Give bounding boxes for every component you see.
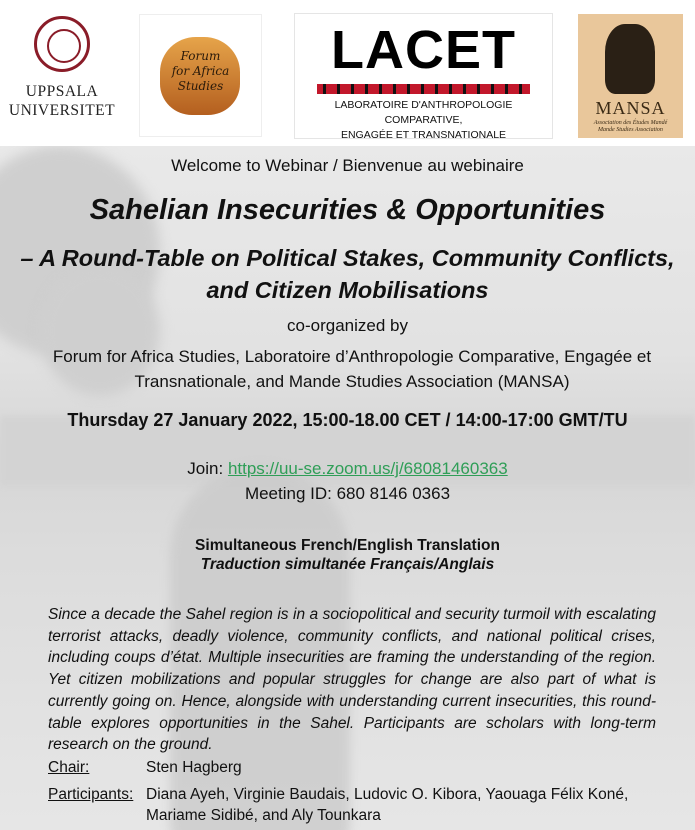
co-organized-label: co-organized by (287, 316, 408, 335)
chair-name: Sten Hagberg (146, 759, 242, 776)
mansa-acronym: MANSA (595, 98, 666, 118)
join-line (0, 459, 695, 479)
welcome-line: Welcome to Webinar / Bienvenue au webinaire (171, 156, 524, 175)
forum-africa-studies-logo (140, 15, 261, 136)
mande-figure-icon (605, 24, 655, 94)
translation-english: Simultaneous French/English Translation (195, 537, 500, 554)
lacet-acronym: LACET (331, 20, 516, 80)
translation-french: Traduction simultanée Français/Anglais (200, 556, 495, 573)
chair-row (48, 757, 668, 779)
participants-row (48, 784, 668, 828)
chair-label: Chair: (48, 759, 90, 776)
meeting-id: Meeting ID: 680 8146 0363 (244, 484, 451, 503)
participants-names: Diana Ayeh, Virginie Baudais, Ludovic O. Kibora, Yaouaga Félix Koné, Mariame Sidibé, and Aly Tounkara (146, 786, 629, 824)
logo-row (0, 0, 695, 146)
organizers-list: Forum for Africa Studies, Laboratoire d’Anthropologie Comparative, Engagée et Transnationale, and Mande Studies Association (MANSA) (52, 347, 652, 391)
abstract-text: Since a decade the Sahel region is in a sociopolitical and security turmoil with escalating terrorist attacks, deadly violence, community conflicts, and national political crises, including coups d’état. Multiple insecurities are framing the understanding of the region. Yet citizen mobilizations and popular struggles for change are also part of what is currently going on. Hence, alongside with understanding current insecurities, this round-table explores opportunities in the Sahel. Participants are scholars with long-term research on the ground. (48, 606, 656, 754)
university-seal-icon (34, 16, 90, 72)
uppsala-logo-text: UPPSALA UNIVERSITET (8, 83, 116, 119)
participants-label: Participants: (48, 786, 134, 803)
event-date-time: Thursday 27 January 2022, 15:00-18.00 CET / 14:00-17:00 GMT/TU (67, 410, 628, 430)
lacet-logo (295, 14, 552, 141)
mansa-logo (578, 14, 683, 138)
uppsala-university-logo (8, 16, 116, 126)
join-label: Join: (187, 459, 228, 478)
lacet-full-name: LABORATOIRE D'ANTHROPOLOGIE COMPARATIVE, ENGAGÉE ET TRANSNATIONALE (334, 99, 513, 141)
woven-band-icon (317, 84, 530, 94)
webinar-title: Sahelian Insecurities & Opportunities (89, 194, 606, 226)
forum-logo-text: Forum for Africa Studies (171, 49, 230, 93)
mansa-full-name: Association des Études Mandé Mande Studies Association (593, 120, 668, 133)
zoom-link[interactable]: https://uu-se.zoom.us/j/68081460363 (227, 459, 508, 478)
webinar-subtitle: – A Round-Table on Political Stakes, Community Conflicts, and Citizen Mobilisations (20, 245, 675, 303)
